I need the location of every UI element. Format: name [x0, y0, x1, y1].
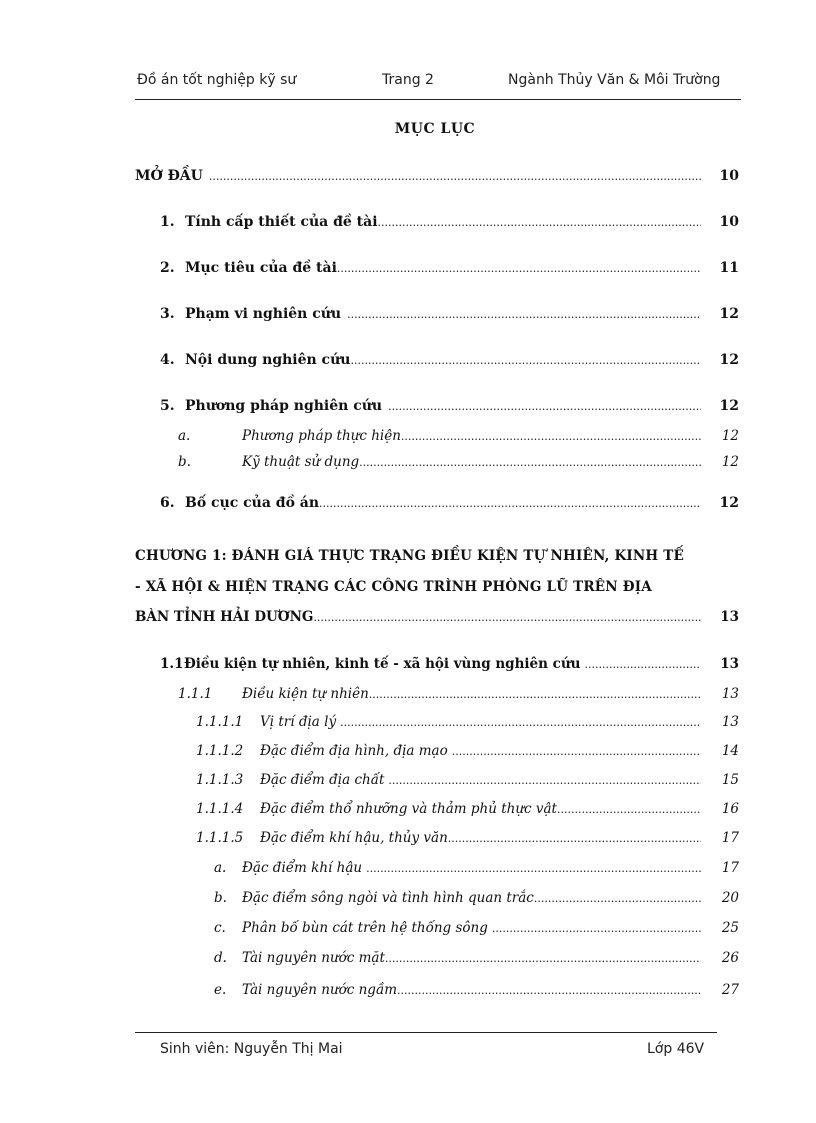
toc-entry-number: 1.1.1.1 [196, 714, 244, 730]
toc-leader [347, 308, 701, 321]
toc-entry[interactable] [196, 714, 739, 730]
toc-entry-label: Đặc điểm thổ nhưỡng và thảm phủ thực vật [260, 801, 557, 817]
toc-leader [584, 658, 701, 671]
toc-entry-intro[interactable] [135, 168, 739, 184]
toc-entry-label: Kỹ thuật sử dụng [242, 454, 360, 470]
toc-entry-label: Điều kiện tự nhiên [242, 686, 369, 702]
toc-entry-page: 17 [721, 860, 739, 876]
toc-entry-number: 2. [160, 260, 175, 276]
toc-entry-page: 15 [721, 772, 739, 788]
chapter-title-line-2: - XÃ HỘI & HIỆN TRẠNG CÁC CÔNG TRÌNH PHÒNG LŨ TRÊN ĐỊA [135, 579, 652, 595]
toc-entry-page: 17 [721, 830, 739, 846]
toc-entry-number: 1.1 [160, 656, 184, 672]
toc-entry-number: 4. [160, 352, 175, 368]
toc-entry-number: b. [178, 454, 191, 470]
toc-entry-number: c. [214, 920, 226, 936]
toc-entry-number: a. [214, 860, 227, 876]
toc-entry-page: 12 [721, 428, 739, 444]
toc-entry-page: 16 [721, 801, 739, 817]
toc-entry-page: 12 [721, 454, 739, 470]
toc-entry[interactable] [160, 495, 739, 511]
footer-divider [135, 1032, 717, 1033]
toc-entry-number: 1.1.1.4 [196, 801, 244, 817]
toc-entry-number: 1.1.1 [178, 686, 213, 702]
toc-entry[interactable] [160, 352, 739, 368]
toc-entry-number: e. [214, 982, 227, 998]
toc-entry-label: Tài nguyên nước mặt [242, 950, 385, 966]
toc-entry[interactable] [160, 656, 739, 672]
toc-entry-label: Phân bố bùn cát trên hệ thống sông [242, 920, 488, 936]
toc-leader [369, 688, 701, 701]
toc-entry-number: 1.1.1.2 [196, 743, 244, 759]
header-right: Ngành Thủy Văn & Môi Trường [508, 72, 721, 88]
toc-leader [319, 497, 701, 510]
toc-leader [534, 892, 701, 905]
toc-entry-page: 14 [721, 743, 739, 759]
toc-leader [452, 745, 701, 758]
chapter-title-line-3: BÀN TỈNH HẢI DƯƠNG [135, 609, 314, 625]
toc-entry-page: 13 [720, 609, 739, 625]
toc-leader [557, 803, 701, 816]
toc-entry[interactable] [214, 982, 739, 998]
toc-entry-number: a. [178, 428, 191, 444]
toc-entry-page: 13 [721, 714, 739, 730]
toc-entry[interactable] [214, 920, 739, 936]
toc-entry[interactable] [196, 830, 739, 846]
toc-leader [388, 774, 701, 787]
toc-entry[interactable] [160, 214, 739, 230]
chapter-title-line-1: CHƯƠNG 1: ĐÁNH GIÁ THỰC TRẠNG ĐIỀU KIỆN TỰ NHIÊN, KINH TẾ [135, 548, 685, 564]
toc-entry-page: 27 [721, 982, 739, 998]
toc-entry-label: Đặc điểm khí hậu, thủy văn [260, 830, 448, 846]
toc-entry[interactable] [160, 398, 739, 414]
toc-leader [492, 922, 701, 935]
toc-entry-label: Đặc điểm địa chất [260, 772, 385, 788]
toc-entry[interactable] [178, 428, 739, 444]
toc-leader [209, 170, 701, 183]
toc-entry-page: 12 [719, 495, 739, 511]
toc-entry-number: 1.1.1.5 [196, 830, 244, 846]
toc-entry-label: Phương pháp nghiên cứu [185, 398, 383, 414]
toc-entry[interactable] [160, 306, 739, 322]
toc-entry-page: 20 [721, 890, 739, 906]
toc-entry-label: Mục tiêu của đề tài [185, 260, 337, 276]
toc-entry-label: MỞ ĐẦU [135, 168, 203, 184]
toc-entry-label: Đặc điểm địa hình, địa mạo [260, 743, 448, 759]
toc-entry-page: 13 [720, 656, 739, 672]
toc-entry[interactable] [160, 260, 739, 276]
toc-entry[interactable] [196, 743, 739, 759]
toc-entry-number: 6. [160, 495, 175, 511]
toc-entry-chapter[interactable] [135, 609, 739, 625]
toc-leader [337, 262, 701, 275]
toc-entry-page: 11 [719, 260, 739, 276]
toc-entry-number: 5. [160, 398, 175, 414]
toc-leader [388, 400, 701, 413]
toc-entry-page: 12 [719, 352, 739, 368]
toc-entry-number: 1. [160, 214, 175, 230]
footer-class: Lớp 46V [647, 1041, 705, 1057]
toc-entry-page: 12 [719, 398, 739, 414]
toc-entry[interactable] [178, 686, 739, 702]
toc-leader [448, 832, 701, 845]
toc-leader [385, 952, 701, 965]
toc-entry-label: Tài nguyên nước ngầm [242, 982, 398, 998]
toc-entry-label: Vị trí địa lý [260, 714, 337, 730]
toc-leader [378, 216, 701, 229]
toc-entry-label: Nội dung nghiên cứu [185, 352, 351, 368]
toc-entry-label: Phương pháp thực hiện [242, 428, 401, 444]
toc-entry[interactable] [196, 772, 739, 788]
toc-entry-label: Đặc điểm sông ngòi và tình hình quan trắc [242, 890, 534, 906]
toc-leader [350, 354, 701, 367]
toc-entry-page: 26 [721, 950, 739, 966]
toc-leader [366, 862, 701, 875]
header-page: Trang 2 [382, 72, 434, 88]
toc-entry-page: 10 [719, 168, 739, 184]
toc-leader [313, 611, 701, 624]
toc-entry[interactable] [196, 801, 739, 817]
toc-leader [359, 456, 701, 469]
toc-leader [397, 984, 701, 997]
toc-entry-label: Phạm vi nghiên cứu [185, 306, 342, 322]
toc-entry-page: 13 [721, 686, 739, 702]
toc-entry-label: Điều kiện tự nhiên, kinh tế - xã hội vùng nghiên cứu [184, 656, 581, 672]
toc-entry-label: Bố cục của đồ án [185, 495, 320, 511]
page-title: MỤC LỤC [394, 121, 476, 137]
toc-entry-number: 1.1.1.3 [196, 772, 244, 788]
toc-entry[interactable] [178, 454, 739, 470]
toc-entry-label: Đặc điểm khí hậu [242, 860, 363, 876]
toc-entry-page: 25 [721, 920, 739, 936]
toc-entry-label: Tính cấp thiết của đề tài [185, 214, 378, 230]
toc-entry-number: 3. [160, 306, 175, 322]
toc-entry[interactable] [214, 950, 739, 966]
toc-entry[interactable] [214, 890, 739, 906]
toc-entry-number: d. [214, 950, 227, 966]
toc-leader [340, 716, 701, 729]
toc-entry-page: 10 [719, 214, 739, 230]
header-left: Đồ án tốt nghiệp kỹ sư [137, 72, 297, 88]
toc-entry-page: 12 [719, 306, 739, 322]
toc-entry[interactable] [214, 860, 739, 876]
footer-student: Sinh viên: Nguyễn Thị Mai [160, 1041, 343, 1057]
toc-leader [401, 430, 701, 443]
toc-entry-number: b. [214, 890, 227, 906]
